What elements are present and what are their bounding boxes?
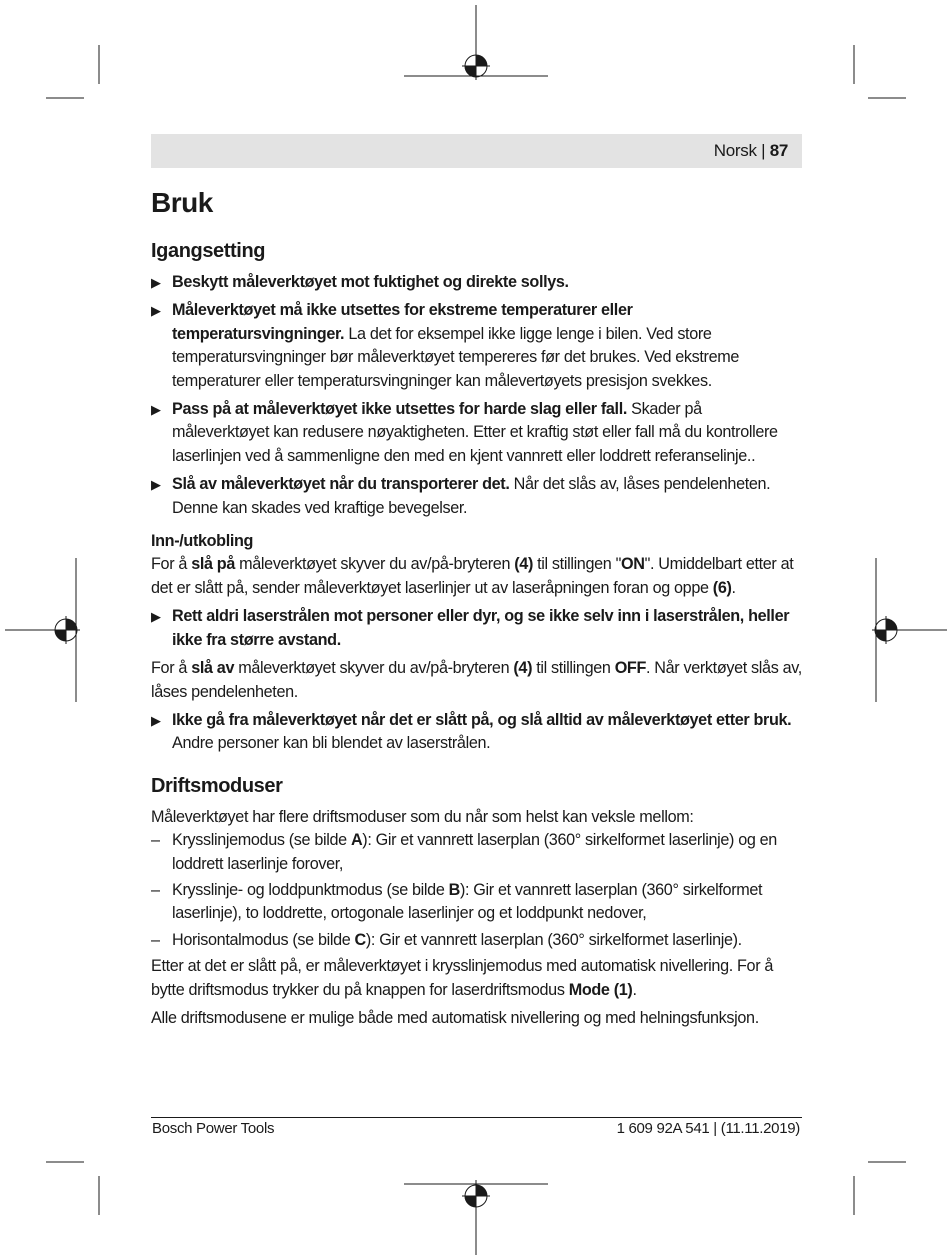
mode-list-item: – Horisontalmodus (se bilde C): Gir et vannrett laserplan (360° sirkelformet laserlinje). (151, 929, 802, 952)
triangle-bullet-icon: ▶ (151, 402, 161, 418)
bullet-bold-text: Slå av måleverktøyet når du transporterer det. (172, 475, 510, 494)
triangle-bullet-icon: ▶ (151, 275, 161, 290)
bullet-bold-text: Beskytt måleverktøyet mot fuktighet og direkte sollys. (172, 273, 569, 291)
footer-divider (151, 1117, 802, 1118)
warning-bullet (151, 605, 802, 652)
bullet-text: Skader på måleverktøyet kan redusere nøyaktigheten. Etter et kraftig støt eller fall må du kontrollere laserlinjen ved å sammenligne den med en kjent vannrett eller loddrett referanselinje.. (172, 400, 778, 465)
bullet-bold-text: Pass på at måleverktøyet ikke utsettes for harde slag eller fall. (172, 400, 628, 419)
dash-bullet: – (151, 880, 160, 899)
dash-bullet: – (151, 930, 160, 949)
warning-bullet (151, 473, 802, 520)
paragraph-switch-on: For å slå på måleverktøyet skyver du av/på-bryteren (4) til stillingen "ON". Umiddelbart etter at det er slått på, sender måleverktøyet laserlinjer ut av laseråpningen foran og oppe (6). (151, 555, 794, 597)
warning-bullet (151, 271, 802, 294)
bullet-bold-text: Måleverktøyet må ikke utsettes for ekstreme temperaturer eller temperatursvingninger. (172, 301, 633, 343)
page-header-bar (151, 134, 802, 168)
section-heading-driftsmoduser: Driftsmoduser (151, 774, 283, 797)
triangle-bullet-icon: ▶ (151, 712, 161, 728)
bullet-text: La det for eksempel ikke ligge lenge i bilen. Ved store temperatursvingninger bør måleverktøyet tempereres før det brukes. Ved ekstreme temperaturer eller temperatursvingninger kan målevertøyets presisjon svekkes. (172, 324, 740, 390)
section-heading-igangsetting: Igangsetting (151, 240, 266, 262)
footer-doc-number: 1 609 92A 541 | (11.11.2019) (616, 1120, 800, 1137)
bullet-bold-text: Ikke gå fra måleverktøyet når det er slått på, og slå alltid av måleverktøyet etter bruk. (172, 710, 792, 729)
header-language: Norsk (713, 141, 757, 160)
page-content (151, 183, 802, 1035)
paragraph-switch-off: For å slå av måleverktøyet skyver du av/på-bryteren (4) til stillingen OFF. Når verktøyet slås av, låses pendelenheten. (151, 659, 802, 701)
triangle-bullet-icon: ▶ (151, 477, 161, 493)
page-title: Bruk (151, 187, 213, 218)
mode-list-item: – Krysslinje- og loddpunktmodus (se bilde B): Gir et vannrett laserplan (360° sirkelformet laserlinje), to loddrette, ortogonale laserlinjer og et loddpunkt nedover, (151, 880, 763, 923)
footer-brand: Bosch Power Tools (152, 1120, 275, 1137)
warning-bullet (151, 709, 802, 756)
paragraph-modes-intro: Måleverktøyet har flere driftsmoduser som du når som helst kan veksle mellom: (151, 807, 694, 826)
subsection-heading-inn-utkobling: Inn-/utkobling (151, 532, 254, 551)
warning-bullet (151, 299, 802, 393)
bullet-text: Når det slås av, låses pendelenheten. Denne kan skades ved kraftige bevegelser. (172, 475, 771, 517)
triangle-bullet-icon: ▶ (151, 303, 161, 319)
header-separator: | (761, 141, 766, 160)
mode-list-item: – Krysslinjemodus (se bilde A): Gir et vannrett laserplan (360° sirkelformet laserlinje) og en loddrett laserlinje forover, (151, 831, 777, 873)
paragraph-mode-switch: Etter at det er slått på, er måleverktøyet i krysslinjemodus med automatisk nivellering. For å bytte driftsmodus trykker du på knappen for laserdriftsmodus Mode (1). (151, 957, 774, 999)
warning-bullet (151, 398, 802, 468)
paragraph-modes-leveling: Alle driftsmodusene er mulige både med automatisk nivellering og med helningsfunksjon. (151, 1008, 759, 1027)
triangle-bullet-icon: ▶ (151, 609, 161, 625)
bullet-bold-text: Rett aldri laserstrålen mot personer eller dyr, og se ikke selv inn i laserstrålen, heller ikke fra større avstand. (172, 607, 790, 649)
bullet-text: Andre personer kan bli blendet av laserstrålen. (172, 734, 491, 753)
page-header-text (714, 141, 788, 161)
header-page-number: 87 (769, 141, 788, 160)
dash-bullet: – (151, 831, 160, 850)
